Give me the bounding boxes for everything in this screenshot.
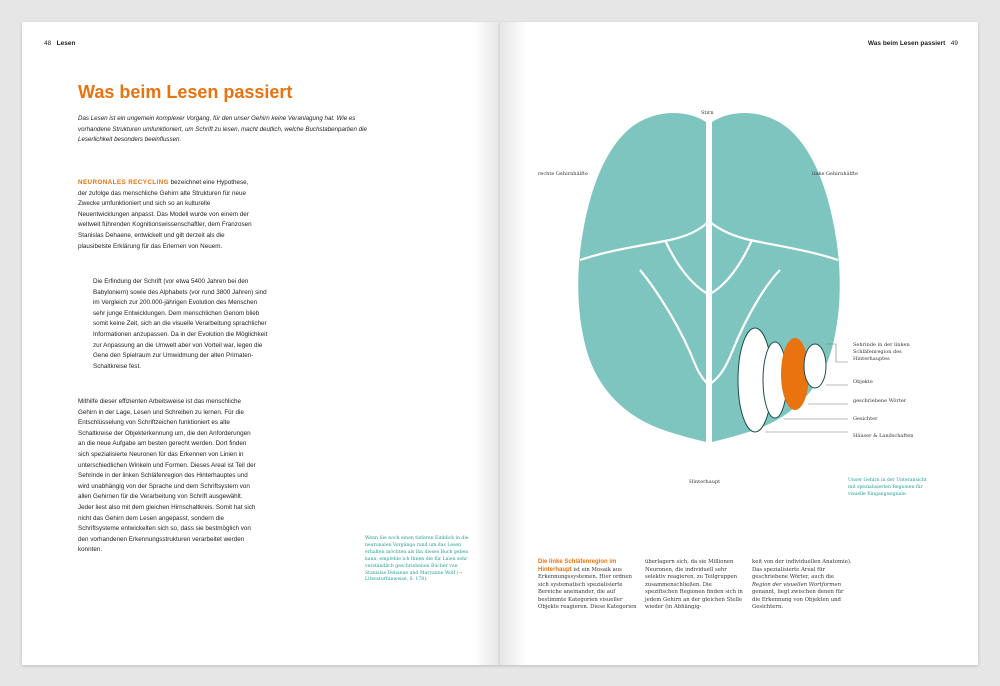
running-title: Was beim Lesen passiert <box>867 40 946 47</box>
section-name: Lesen <box>56 40 76 47</box>
label-geschriebene-woerter: geschriebene Wörter <box>853 398 907 404</box>
page-number-right: 49 <box>950 40 958 47</box>
text-column-3 <box>752 559 852 612</box>
text-column-2: überlagern sich, da sie Millionen Neuronen, die individuell sehr selektiv reagieren, zu Teilgruppen zusammenschließen. Die spezifischen Regionen finden sich in jedem Gehirn an der gleichen Stelle wieder (in Abhängig- <box>645 559 743 610</box>
column-1-text: ist ein Mosaik aus Erkennungssystemen. Hier ordnen sich systematisch spezialisierte Bereiche aneinander, die auf bestimmte Kategorien visueller Objekte reagieren. Diese Kategorien <box>538 566 637 610</box>
running-header-left <box>44 40 75 47</box>
label-gesichter: Gesichter <box>853 416 878 422</box>
paragraph-1-text: bezeichnet eine Hypothese, der zufolge das menschliche Gehirn alte Strukturen für neue Zwecke umfunktioniert und sich so an kulturelle Neuentwicklungen anpasst. Das Modell wurde von einem der weltweit führenden Kognitionswissenschaftler, dem Franzosen Stanislas Dehaene, entwickelt und gilt derzeit als die plausibelste Erklärung für das Erlernen von Neuem. <box>78 179 252 250</box>
column-3-text-a: keit von der individuellen Anatomie). Das spezialisierte Areal für geschriebene Wörter, auch die <box>752 559 852 580</box>
column-3-text-b: genannt, liegt zwischen denen für die Erkennung von Objekten und Gesichtern. <box>752 589 844 610</box>
paragraph-3: Mithilfe dieser effizienten Arbeitsweise ist das menschliche Gehirn in der Lage, Lesen und Schreiben zu lernen. Für die Entschlüsselung von Schriftzeichen funktioniert es alte Schaltkreise der Objekterkennung um, die den Anforderungen an die neue Aufgabe am besten gerecht werden. Dort finden sich spezialisierte Neuronen für das Erkennen von Linien in unterschiedlichen Winkeln und Formen. Dieses Areal ist Teil der Sehrinde in der linken Schläfenregion des Hinterhauptes und wird unabhängig von der Sprache und dem Schriftsystem von allen Gehirnen für die Verarbeitung von Schrift ausgewählt. Jeder liest also mit dem gleichen Hirnschaltkreis. Somit hat sich nicht das Gehirn dem Lesen angepasst, sondern die Schriftsysteme entwickelten sich so, dass sie bestmöglich von den vorhandenen Erkennungsstrukturen verarbeitet werden konnten. <box>78 398 256 554</box>
label-linke-gehirnhaelfte: linke Gehirnhälfte <box>812 171 858 177</box>
label-stirn: Stirn <box>701 110 714 116</box>
gutter-shadow <box>474 22 500 665</box>
column-3-italic: Region der visuellen Wortformen <box>752 581 841 588</box>
page-number-left: 48 <box>44 40 52 47</box>
label-haeuser-landschaften: Häuser & Landschaften <box>853 433 914 439</box>
region-objekte <box>804 344 826 388</box>
label-sehrinde: Sehrinde in der linken Schläfenregion des Hinterhauptes <box>853 342 910 362</box>
margin-note: Wenn Sie noch einen tieferen Einblick in die neuronalen Vorgänge rund um das Lesen erhalten möchten als ihn dieses Buch geben kann, empfehle ich Ihnen die für Laien sehr verständlich geschriebenen Bücher von Stanislas Dehaene und Maryanne Wolf (→ Literaturhinweise, S. 178). <box>365 536 469 583</box>
keyword-neuronal-recycling: NEURONALES RECYCLING <box>78 179 169 186</box>
brain-diagram <box>500 22 978 472</box>
paragraph-neuronal-recycling <box>78 178 258 252</box>
chapter-title: Was beim Lesen passiert <box>78 82 293 102</box>
label-rechte-gehirnhaelfte: rechte Gehirnhälfte <box>538 171 588 177</box>
text-column-1 <box>538 559 638 612</box>
right-page <box>500 22 978 665</box>
left-page <box>22 22 500 665</box>
diagram-caption: Unser Gehirn in der Unteransicht mit spezialisierten Regionen für visuelle Eingangssignale. <box>848 478 927 497</box>
label-objekte: Objekte <box>853 379 873 385</box>
highlight-schlaefenregion: Die linke Schläfenregion im Hinterhaupt <box>538 559 617 573</box>
intro-paragraph: Das Lesen ist ein ungemein komplexer Vorgang, für den unser Gehirn keine Veranlagung hat. Wie es vorhandene Strukturen umfunktioniert, um Schrift zu lesen, macht deutlich, welche Buchstabenpartien die Leserlichkeit besonders beeinflussen. <box>78 115 367 144</box>
label-hinterhaupt: Hinterhaupt <box>689 479 721 485</box>
paragraph-2: Die Erfindung der Schrift (vor etwa 5400 Jahren bei den Babyloniern) sowie des Alphabets (vor rund 3800 Jahren) sind im Vergleich zur 200.000-jährigen Evolution des Menschen sehr junge Entwicklungen. Dem menschlichen Genom blieb somit keine Zeit, sich an die visuelle Verarbeitung sprachlicher Informationen anzupassen. Da in der Evolution die Möglichkeit zur Anpassung an die Umwelt aber von Vorteil war, legen die Gene den Spielraum zur Umwidmung der alten Primaten-Schaltkreise fest. <box>93 278 268 370</box>
